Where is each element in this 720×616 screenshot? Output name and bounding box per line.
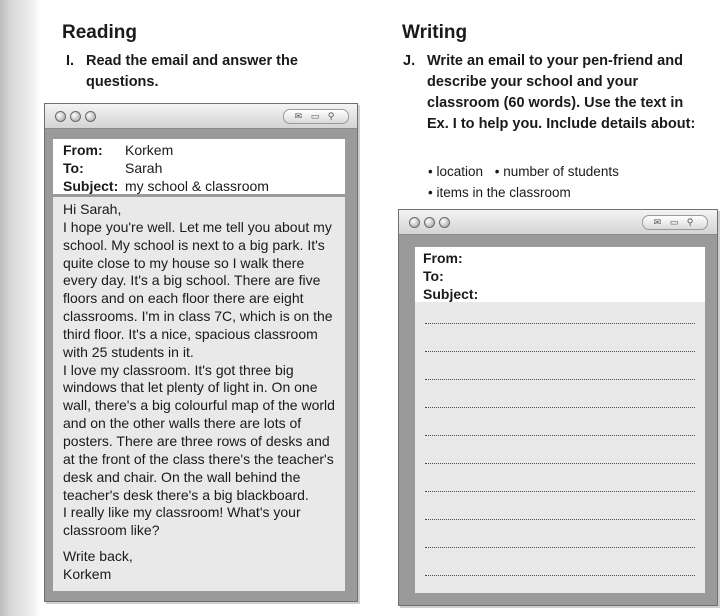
email-signature: Korkem [63, 565, 112, 582]
window-minimize-icon[interactable] [70, 111, 81, 122]
writing-line[interactable] [425, 519, 695, 520]
reading-task [66, 51, 346, 93]
writing-from-label[interactable]: From: [423, 250, 463, 266]
writing-line[interactable] [425, 379, 695, 380]
writing-line[interactable] [425, 547, 695, 548]
window-zoom-icon[interactable] [85, 111, 96, 122]
reading-email-window [44, 103, 358, 602]
window-titlebar [45, 104, 357, 129]
writing-line[interactable] [425, 575, 695, 576]
reading-task-number: I. [66, 53, 75, 69]
writing-line[interactable] [425, 323, 695, 324]
window-zoom-icon[interactable] [439, 217, 450, 228]
reading-title: Reading [62, 22, 137, 43]
writing-task-number: J. [403, 53, 416, 69]
writing-line[interactable] [425, 435, 695, 436]
writing-line[interactable] [425, 491, 695, 492]
to-label: To: [63, 160, 84, 176]
writing-task-text: Write an email to your pen-friend and describe your school and your classroom (60 words). Use the text in Ex. I to help you. Include details about: [427, 53, 696, 132]
from-value: Korkem [125, 142, 174, 158]
email-closing: Write back, [63, 548, 133, 565]
from-label: From: [63, 142, 103, 158]
to-value: Sarah [125, 160, 163, 176]
writing-email-window [398, 209, 718, 606]
page-edge [0, 0, 40, 616]
bullet-location: • location [428, 164, 484, 179]
email-header [53, 139, 345, 194]
email-paragraph-3: I really like my classroom! What's your classroom like? [63, 504, 301, 539]
bullet-items: • items in the classroom [428, 185, 571, 200]
email-greeting: Hi Sarah, [63, 201, 122, 217]
writing-line[interactable] [425, 351, 695, 352]
mail-toolbar-icon[interactable]: ✉ ▭ ⚲ [642, 215, 708, 230]
writing-to-label[interactable]: To: [423, 268, 444, 284]
window-close-icon[interactable] [409, 217, 420, 228]
writing-email-header [415, 247, 705, 302]
reading-task-text: Read the email and answer the questions. [86, 53, 298, 90]
email-body [53, 197, 345, 591]
bullet-number-of-students: • number of students [494, 164, 619, 179]
mail-toolbar-icon[interactable]: ✉ ▭ ⚲ [283, 109, 349, 124]
email-paragraph-1: I hope you're well. Let me tell you about my school. My school is next to a big park. It's quite close to my house so I walk there every day. It's a big school. There are five floors and on each floor there are eight classrooms. I'm in class 7C, which is on the third floor. It's a nice, spacious classroom with 25 students in it. [63, 218, 333, 360]
writing-task [403, 51, 703, 135]
writing-bullets [428, 161, 627, 203]
email-paragraph-2: I love my classroom. It's got three big windows that let plenty of light in. On one wall, there's a big colourful map of the world and on the other walls there are lots of posters. There are three rows of desks and at the front of the class there's the teacher's desk and chair. On the wall behind the teacher's desk there's a big blackboard. [63, 361, 335, 503]
subject-value: my school & classroom [125, 178, 269, 194]
window-minimize-icon[interactable] [424, 217, 435, 228]
writing-line[interactable] [425, 407, 695, 408]
writing-area[interactable] [415, 302, 705, 593]
subject-label: Subject: [63, 178, 119, 194]
writing-title: Writing [402, 22, 468, 43]
writing-line[interactable] [425, 463, 695, 464]
window-titlebar [399, 210, 717, 235]
window-close-icon[interactable] [55, 111, 66, 122]
writing-subject-label[interactable]: Subject: [423, 286, 479, 302]
